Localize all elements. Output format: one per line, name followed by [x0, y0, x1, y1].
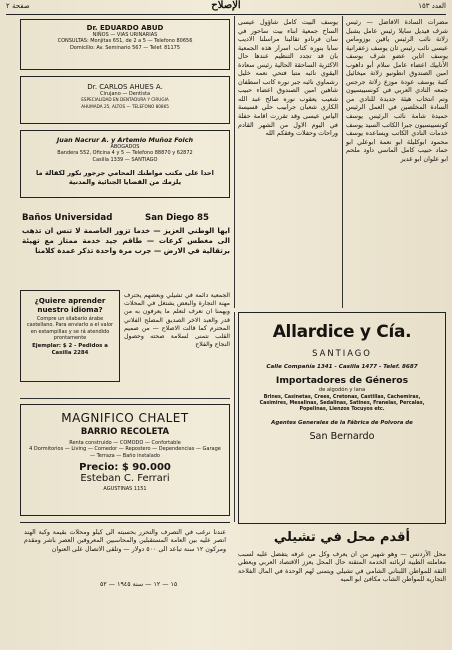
doctor-name: Dr. CARLOS AHUES A.: [87, 83, 163, 91]
idioma-price: Ejemplar: $ 2 - Pedidos a Casilla 2284: [32, 343, 108, 356]
page-header: [6, 2, 446, 14]
allardice-factory: San Bernardo: [309, 430, 375, 442]
address: AHUMADA 25, ALTOS — TELEFONO 80865: [81, 103, 169, 109]
banos-arabic: ايها الوطني العزيز — خدما تزور العاصمة لا تنس ان تذهب الى مغطس كرعات — طاقم جيد خدمة ممتاز مع تهيئة برتقالية في الارض — جرب مرة واحدة تذكر عمدة كلامنا: [22, 226, 230, 255]
allardice-goods: de algodón y lana: [318, 387, 366, 393]
idioma-body: Compre un silabario árabe castellano. Para enviarlo a el valor en estampillas y se rá atendido prontamente: [26, 316, 114, 341]
chalet-price: Precio: $ 90.000: [79, 462, 171, 474]
allardice-address: Calle Compañía 1341 - Casilla 1477 - Telef. 8687: [266, 364, 418, 370]
allardice-name: Allardice y Cía.: [272, 322, 412, 342]
firm-name: Juan Nacrur A. y Artemio Muñoz Folch: [56, 136, 194, 144]
banos-address: San Diego 85: [145, 213, 210, 223]
notice-body: عندنا نرغب في التصرف والتحرر بحسبته الى كيلو ومحلات بقيمة وكبة الهند انصر عليه بين العامة المستقبلين والمحاسبين المعروفين العصر باشر ومقدم ومركون ١٢ سنة تباعد الى ٥٠٠ دولار — وتلقى الاتصال على العنوان: [24, 529, 226, 553]
issue-number: العدد ١٥٣: [418, 2, 446, 10]
chalet-line2: 4 Dormitorios — Living — Comedor — Repostero — Dependencias — Garage — Terraza — Baño instalado: [29, 446, 221, 459]
society-news-column: يوسف البيت كامل شاؤول عيسى الساح جمعية ابناء بيت ساحور في سان فرنادو تقالبنا مراسلنا الاديب سابا بنوره كتاب اسرار هذه الجمعية بان قد تجدد التنظيم عندها حال الاكثرية الساحقة الحالية رئيس سعادة اليقوي نائبه متبا فتحي نعمه خليل رشماوي نائبه جبر نوره كاتب اسطفان شاهين امين الصندوق اعضاء حبيب شعيب يعقوب نوره صالح عبد الله الكاري شعبان جرابيب حلي قسيسة الياس عيسى وقد تقررت اقامة حفلة في اليوم الاول من الشهر القادم وراحات وحفلات وفقكم الله: [238, 18, 338, 138]
column-divider: [234, 16, 235, 308]
specialty: ESPECIALIDAD EN DENTADURA Y CIRUGIA: [81, 97, 169, 103]
column-divider: [342, 16, 343, 308]
allardice-agents: Agentes Generales de la Fábrica de Polvora de: [271, 419, 413, 426]
chalet-agent: Esteban C. Ferrari: [80, 473, 170, 485]
chalet-title: MAGNIFICO CHALET: [61, 411, 189, 425]
column-divider: [234, 312, 235, 522]
doctor-name: Dr. EDUARDO ABUD: [86, 24, 164, 32]
city-line: Casilla 1339 — SANTIAGO: [92, 156, 158, 163]
oldest-shop-text: محل الأردنس — وهو شهير من ان يعرف وكل من عرفه يتفضل عليه لسبب معاملته الطيبة لزبائنه الخدمة المتقنة حال المحل يعزز الاقتصاد العربي ويعطي الثقة للمواطن اللبناني الشامي في تشيلي ويتمنى لهم الوحدة في المال الفلاحة التجارية للمواطن الشاب مكافئ ابو الميه: [238, 551, 446, 584]
clubs-news-column: مضرات السادة الافاضل — رئيس شرف فيديل سايلا رئيس عامل يشبل زلاتة نائب الرئيس ياقين بوزوماس عيسى نائب رئيس ثان يوسف زعفرانية يوسف اتاين عضو شرف يوسف الأنابيك اعضاء عامل سلام أبو داهوب امين الصندوق انطونيو زلاتة ميخائيل كتبة يوسف عودة موزع زلاتة جرجس جمعه النادي العربي في كونسيبسيون وتم انتخاب هيئة جديدة للنادي من السادة المخلصين في العمل الرئيس حميدة شامة نائب الرئيس يوسف كونسيبسيون جبرا الكاتب السيد يوسف خدمات النادي الكاتب ويساعده يوسف محمود ابوكليلة ابو نعمة ابوعلي ابو حماد حبيب كامل الماسي داود ملحم ابو علوان ابو غدير: [346, 18, 448, 163]
allardice-importers: Importadores de Géneros: [275, 375, 409, 386]
allardice-city: SANTIAGO: [312, 348, 372, 358]
community-note: الجمعية دائمة في تشيلي وبعضهم يحترف مهنة التجارة والبعض يشتغل في المحلات ويهمنا ان نعرف لنعلم ما يعرفون به من قدر والعبد الاخر الصديق المصلح الفلاني المحترم كما قالت الاصلاح — من صميم القلب نتمنى لسلامة صحته وحصول النجاح والفلاح: [124, 292, 230, 349]
idioma-title: ¿Quiere aprender nuestro idioma?: [34, 296, 106, 314]
ad-abogados: [20, 130, 230, 198]
chalet-footer: AGUSTINAS 1151: [103, 486, 147, 493]
specialty: NIÑOS — VIAS URINARIAS: [92, 32, 158, 38]
chalet-line1: Renta construido — COMODO — Confortable: [69, 440, 181, 446]
oldest-shop-title: أقدم محل في تشيلي: [273, 530, 410, 545]
banos-title: Baños Universidad: [22, 213, 113, 223]
consult-hours: CONSULTAS: Monjitas 651, de 2 a 5 — Telefono 80656: [57, 38, 193, 45]
chalet-location: BARRIO RECOLETA: [80, 427, 170, 437]
ad-dr-ahues: [20, 76, 230, 124]
arabic-text: احدا على مكتب مواطنك المحامي جرجور نكور لكفالة ما يلزمك من القضايا الجنائية والمدنية: [36, 169, 214, 186]
section-rule: [20, 398, 230, 399]
ad-allardice: [238, 312, 446, 524]
home-address: Domicilio: Av. Seminario 567 — Telef. 81175: [69, 44, 181, 51]
title: Cirujano — Dentista: [99, 91, 151, 97]
notice-block: [20, 522, 230, 596]
ad-idioma: [20, 290, 120, 382]
page-number: صفحة ٢: [6, 2, 30, 10]
ad-chalet: [20, 404, 230, 516]
firm-title: ABOGADOS: [110, 144, 140, 150]
header-rule: [6, 14, 446, 15]
ad-dr-abud: [20, 19, 230, 70]
office-line: Bandera 552, Oficina 4 y 5 — Telefono 88870 y 62872: [57, 150, 193, 157]
masthead-title: الإصلاح: [211, 0, 241, 11]
notice-date: ١٥ — ١٢ — سنة ١٩٤٥ — ٥٢: [100, 581, 178, 588]
allardice-products: Brines, Casinetas, Crees, Cretonas, Castillas, Cachemiras, Casimires, Mesalinas, Sedalinas, Satines, Franelas, Percalas, Popelinas, Lienzos Tocuyos etc.: [259, 395, 425, 413]
